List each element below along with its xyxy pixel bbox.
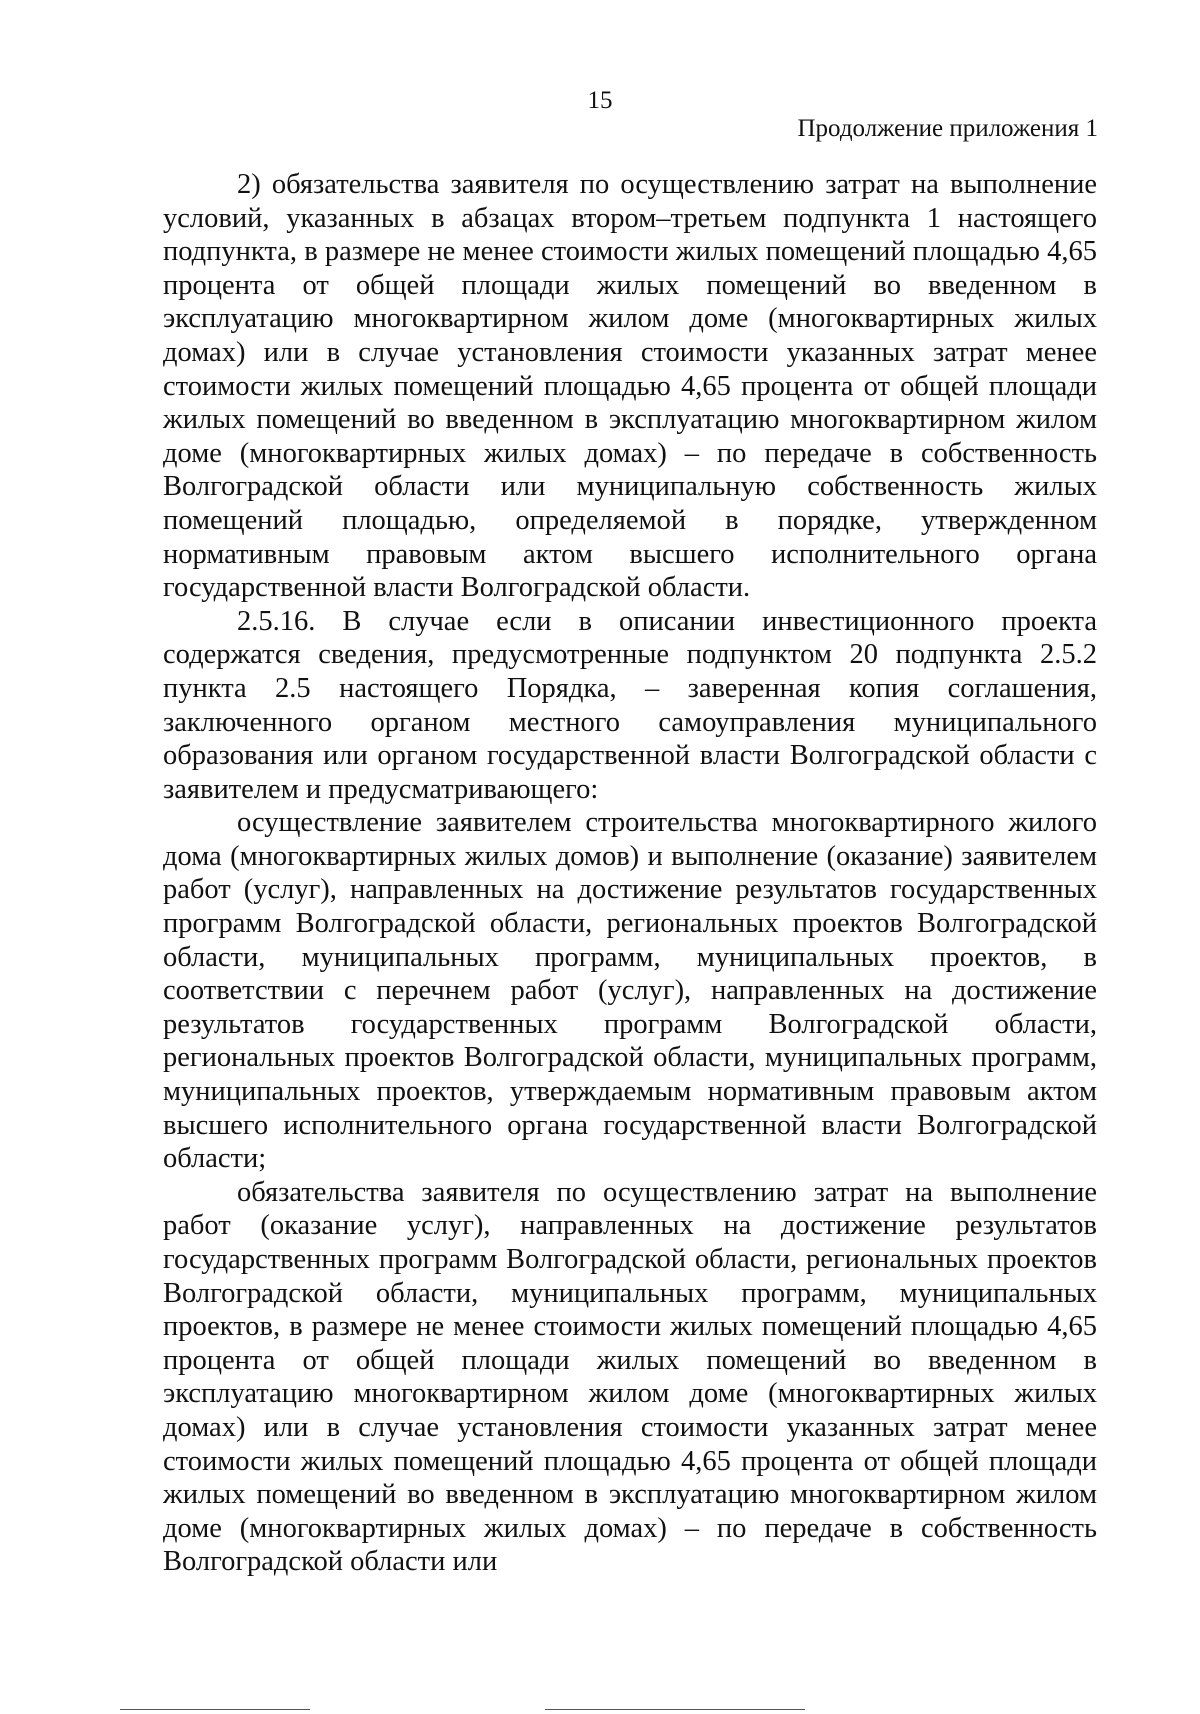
page-number: 15 <box>587 87 613 114</box>
paragraph-2-5-16: 2.5.16. В случае если в описании инвестиционного проекта содержатся сведения, предусмотренные подпунктом 20 подпункта 2.5.2 пункта 2.5 настоящего Порядка, – заверенная копия соглашения, заключенного органом местного самоуправления муниципального образования или органом государственной власти Волгоградской области с заявителем и предусматривающего: <box>163 605 1097 805</box>
paragraph-obligations-costs: 2) обязательства заявителя по осуществлению затрат на выполнение условий, указанных в абзацах втором–третьем подпункта 1 настоящего подпункта, в размере не менее стоимости жилых помещений площадью 4,65 процента от общей площади жилых помещений во введенном в эксплуатацию многоквартирном жилом доме (многоквартирных жилых домах) или в случае установления стоимости указанных затрат менее стоимости жилых помещений площадью 4,65 процента от общей площади жилых помещений во введенном в эксплуатацию многоквартирном жилом доме (многоквартирных жилых домах) – по передаче в собственность Волгоградской области или муниципальную собственность жилых помещений площадью, определяемой в порядке, утвержденном нормативным правовым актом высшего исполнительного органа государственной власти Волгоградской области. <box>163 169 1097 604</box>
scan-edge-line <box>120 1709 310 1710</box>
paragraph-obligations-works: обязательства заявителя по осуществлению затрат на выполнение работ (оказание услуг), направленных на достижение результатов государственных программ Волгоградской области, региональных проектов Волгоградской области, муниципальных программ, муниципальных проектов, в размере не менее стоимости жилых помещений площадью 4,65 процента от общей площади жилых помещений во введенном в эксплуатацию многоквартирном жилом доме (многоквартирных жилых домах) или в случае установления стоимости указанных затрат менее стоимости жилых помещений площадью 4,65 процента от общей площади жилых помещений во введенном в эксплуатацию многоквартирном жилом доме (многоквартирных жилых домах) – по передаче в собственность Волгоградской области или <box>163 1176 1097 1578</box>
appendix-continuation-note: Продолжение приложения 1 <box>797 115 1098 142</box>
document-body <box>163 168 1097 1579</box>
scan-edge-line <box>545 1709 805 1710</box>
paragraph-construction: осуществление заявителем строительства многоквартирного жилого дома (многоквартирных жилых домов) и выполнение (оказание) заявителем работ (услуг), направленных на достижение результатов государственных программ Волгоградской области, региональных проектов Волгоградской области, муниципальных программ, муниципальных проектов, в соответствии с перечнем работ (услуг), направленных на достижение результатов государственных программ Волгоградской области, региональных проектов Волгоградской области, муниципальных программ, муниципальных проектов, утверждаемым нормативным правовым актом высшего исполнительного органа государственной власти Волгоградской области; <box>163 807 1097 1175</box>
